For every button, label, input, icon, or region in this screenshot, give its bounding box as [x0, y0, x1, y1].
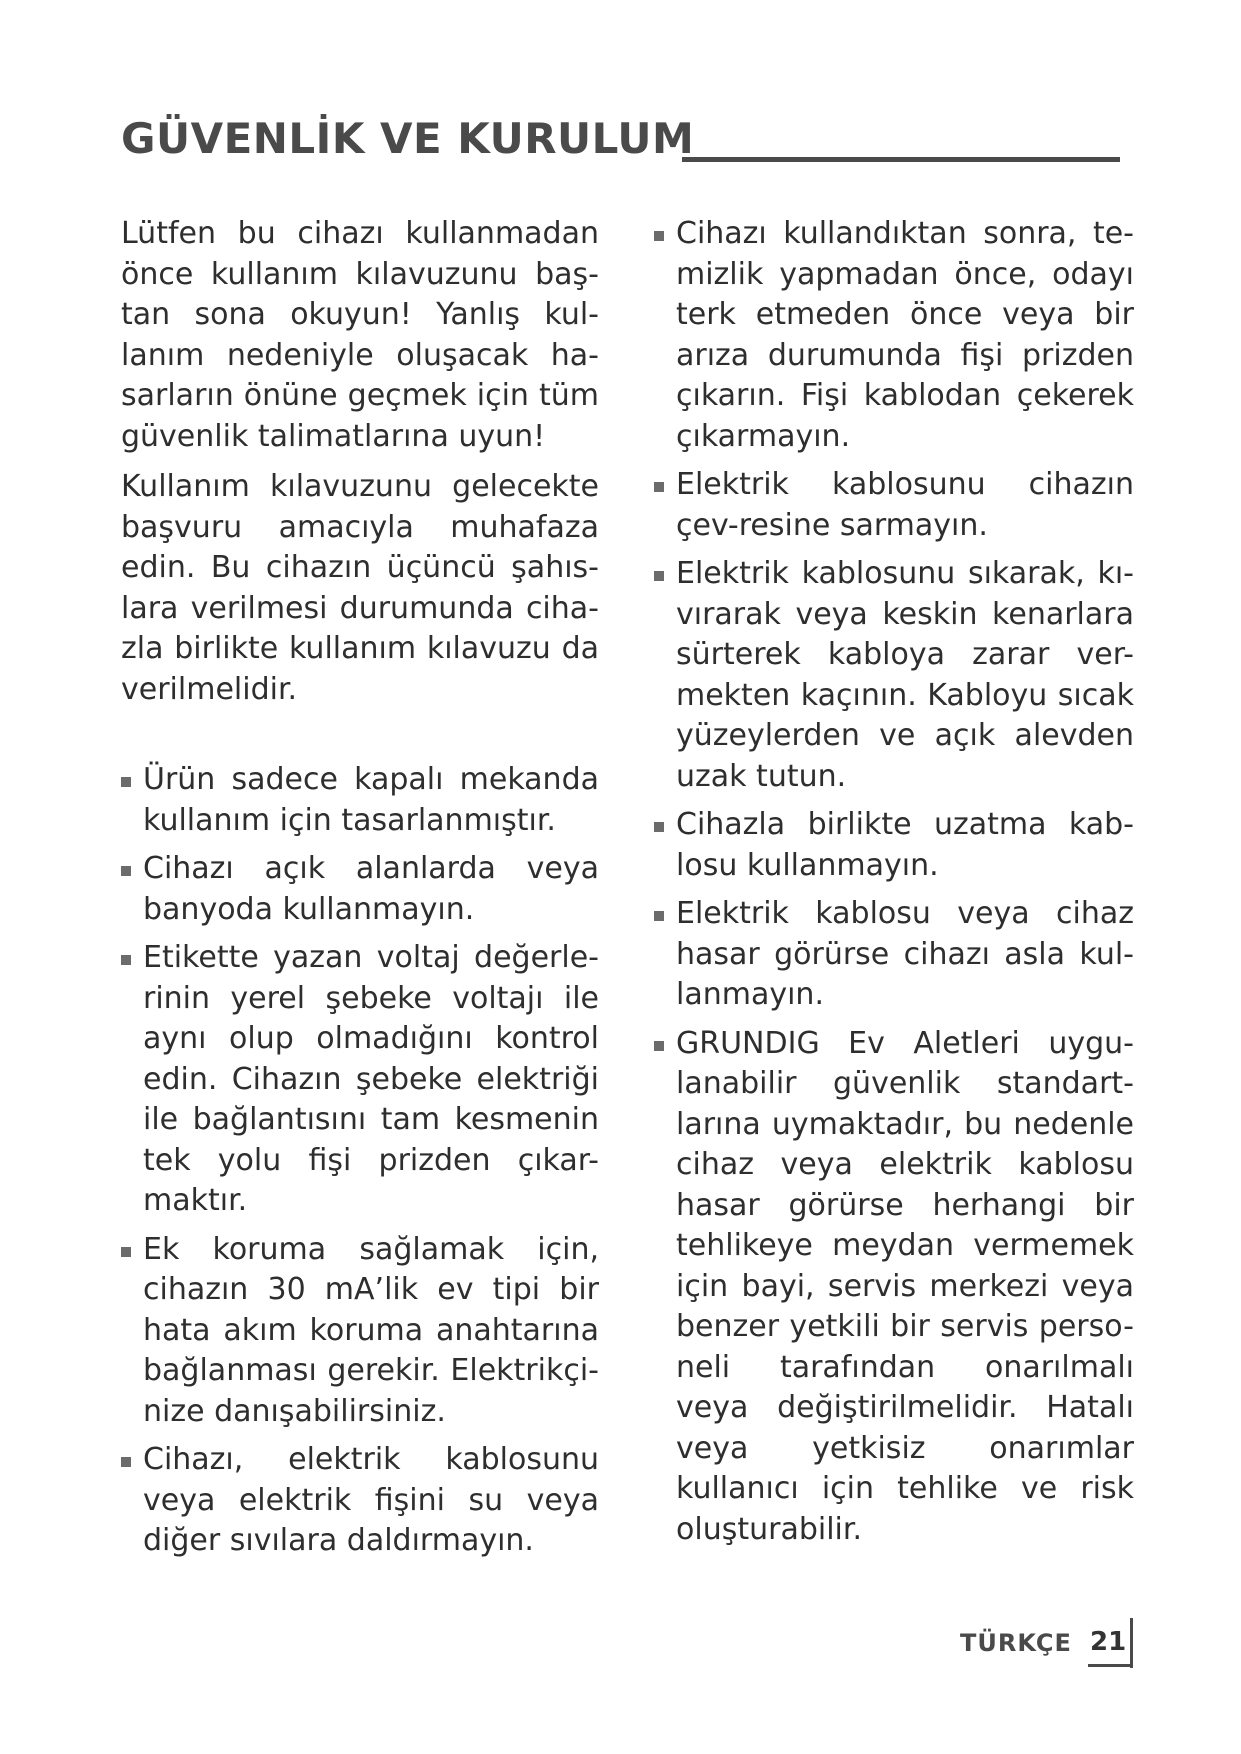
left-column — [121, 214, 599, 1570]
title-rule — [682, 157, 1120, 162]
square-bullet-icon — [654, 482, 664, 492]
right-column — [654, 214, 1134, 1558]
list-item — [654, 894, 1134, 1016]
square-bullet-icon — [654, 231, 664, 241]
list-item-text: Cihazla birlikte uzatma kab-losu kullanmayın. — [676, 807, 1134, 883]
list-item — [121, 1440, 599, 1562]
footer-language: TÜRKÇE — [960, 1629, 1072, 1657]
list-item-text: Cihazı açık alanlarda veya banyoda kullanmayın. — [143, 851, 599, 927]
square-bullet-icon — [654, 822, 664, 832]
list-item — [654, 214, 1134, 457]
list-item-text: Cihazı, elektrik kablosunu veya elektrik fişini su veya diğer sıvılara daldırmayın. — [143, 1442, 599, 1558]
intro-paragraph: Lütfen bu cihazı kullanmadan önce kullanım kılavuzunu baş-tan sona okuyun! Yanlış kul-lanım nedeniyle oluşacak ha-sarların önüne geçmek için tüm güvenlik talimatlarına uyun! — [121, 216, 599, 454]
square-bullet-icon — [654, 911, 664, 921]
list-item — [654, 465, 1134, 546]
list-item — [121, 849, 599, 930]
footer-rule — [1130, 1618, 1133, 1668]
list-item — [121, 938, 599, 1222]
page-title: GÜVENLİK VE KURULUM — [121, 114, 695, 163]
page-number: 21 — [1090, 1627, 1127, 1657]
intro-gap — [121, 720, 599, 760]
square-bullet-icon — [121, 1457, 131, 1467]
list-item-text: GRUNDIG Ev Aletleri uygu-lanabilir güvenlik standart-larına uymaktadır, bu nedenle cihaz veya elektrik kablosu hasar görürse herhangi bir tehlikeye meydan vermemek için bayi, servis merkezi veya benzer yetkili bir servis perso-neli tarafından onarılmalı veya değiştirilmelidir. Hatalı veya yetkisiz onarımlar kullanıcı için tehlike ve risk oluşturabilir. — [676, 1025, 1134, 1547]
list-item-text: Ek koruma sağlamak için, cihazın 30 mA’lik ev tipi bir hata akım koruma anahtarına bağlanması gerekir. Elektrikçi-nize danışabilirsiniz. — [143, 1231, 599, 1429]
list-item-text: Ürün sadece kapalı mekanda kullanım için tasarlanmıştır. — [143, 762, 599, 838]
square-bullet-icon — [121, 955, 131, 965]
list-item — [654, 805, 1134, 886]
square-bullet-icon — [654, 1041, 664, 1051]
list-item — [121, 1230, 599, 1433]
safety-list-right — [654, 214, 1134, 1550]
list-item-text: Elektrik kablosunu cihazın çev-resine sarmayın. — [676, 467, 1134, 543]
square-bullet-icon — [121, 777, 131, 787]
list-item-text: Elektrik kablosu veya cihaz hasar görürse cihazı asla kul-lanmayın. — [676, 896, 1134, 1012]
safety-list-left — [121, 760, 599, 1562]
footer-base-rule — [1088, 1664, 1130, 1667]
list-item-text: Etikette yazan voltaj değerle-rinin yerel şebeke voltajı ile aynı olup olmadığını kontrol edin. Cihazın şebeke elektriği ile bağlantısını tam kesmenin tek yolu fişi prizden çıkar-maktır. — [143, 940, 599, 1218]
list-item — [654, 554, 1134, 797]
list-item — [121, 760, 599, 841]
list-item-text: Elektrik kablosunu sıkarak, kı-vırarak veya keskin kenarlara sürterek kabloya zarar ver-mekten kaçının. Kabloyu sıcak yüzeylerden ve açık alevden uzak tutun. — [676, 556, 1134, 794]
list-item — [654, 1024, 1134, 1551]
intro-paragraph: Kullanım kılavuzunu gelecekte başvuru amacıyla muhafaza edin. Bu cihazın üçüncü şahıs-lara verilmesi durumunda ciha-zla birlikte kullanım kılavuzu da verilmelidir. — [121, 469, 599, 707]
square-bullet-icon — [121, 1247, 131, 1257]
list-item-text: Cihazı kullandıktan sonra, te-mizlik yapmadan önce, odayı terk etmeden önce veya bir arıza durumunda fişi prizden çıkarın. Fişi kablodan çekerek çıkarmayın. — [676, 216, 1134, 454]
square-bullet-icon — [654, 571, 664, 581]
square-bullet-icon — [121, 866, 131, 876]
